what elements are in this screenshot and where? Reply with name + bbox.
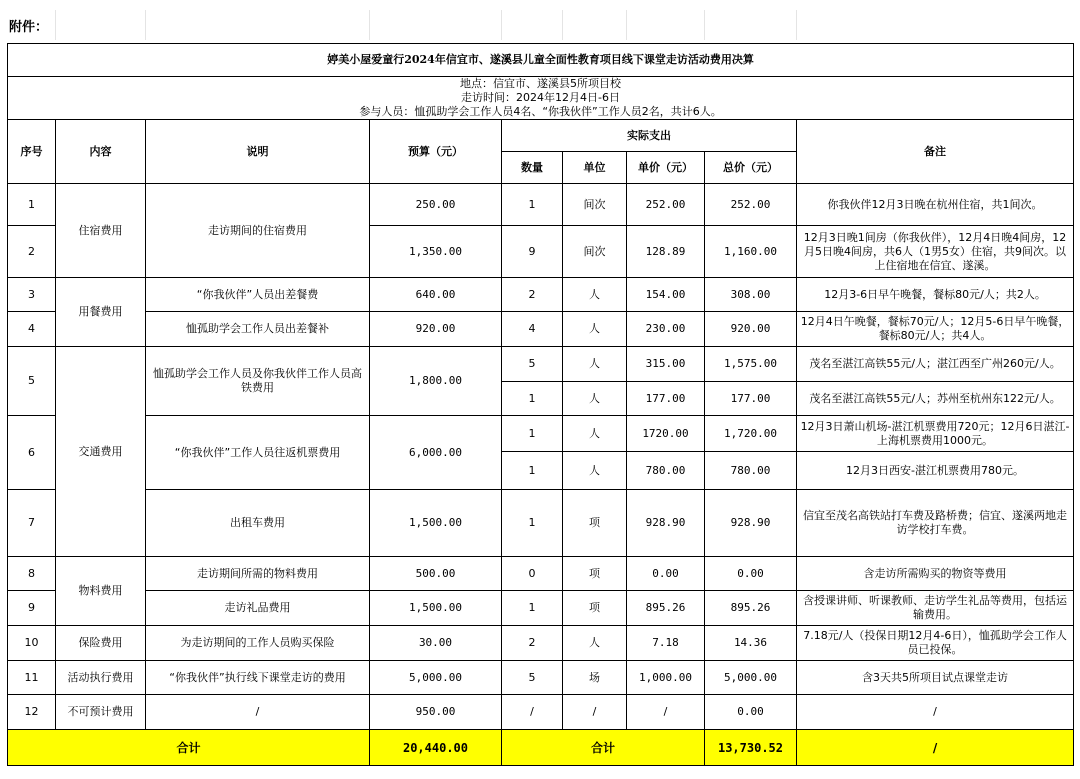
row-remark: 茂名至湛江高铁55元/人；苏州至杭州东122元/人。 (797, 382, 1074, 416)
row-total: 780.00 (705, 452, 797, 490)
row-total: 1,160.00 (705, 226, 797, 278)
row-unit: 间次 (563, 226, 627, 278)
row-budget: 500.00 (370, 557, 502, 591)
table-row (8, 347, 1074, 382)
total-remark: / (797, 730, 1074, 766)
row-remark: 12月3-6日早午晚餐，餐标80元/人；共2人。 (797, 278, 1074, 312)
attachment-row (7, 10, 1073, 40)
row-unit: 人 (563, 626, 627, 661)
row-qty: / (502, 695, 563, 730)
header-budget: 预算（元） (370, 120, 502, 184)
group-lodging: 住宿费用 (56, 184, 146, 278)
row-remark: 含授课讲师、听课教师、走访学生礼品等费用，包括运输费用。 (797, 591, 1074, 626)
row-unit: 项 (563, 591, 627, 626)
row-unit: 间次 (563, 184, 627, 226)
row-qty: 0 (502, 557, 563, 591)
row-no: 8 (8, 557, 56, 591)
participants-text: 参与人员：恤孤助学会工作人员4名、“你我伙伴”工作人员2名，共计6人。 (359, 105, 722, 118)
row-total: 177.00 (705, 382, 797, 416)
row-budget: 920.00 (370, 312, 502, 347)
row-qty: 5 (502, 347, 563, 382)
row-unit: 项 (563, 490, 627, 557)
row-qty: 1 (502, 382, 563, 416)
table-row (8, 490, 1074, 557)
row-remark: 12月3日萧山机场-湛江机票费用720元；12月6日湛江-上海机票费用1000元。 (797, 416, 1074, 452)
row-remark: 12月3日西安-湛江机票费用780元。 (797, 452, 1074, 490)
row-price: 128.89 (627, 226, 705, 278)
header-qty: 数量 (502, 152, 563, 184)
row-price: 895.26 (627, 591, 705, 626)
row-total: 0.00 (705, 557, 797, 591)
row-remark: 你我伙伴12月3日晚在杭州住宿，共1间次。 (797, 184, 1074, 226)
row-no: 6 (8, 416, 56, 490)
group-meals: 用餐费用 (56, 278, 146, 347)
row-budget: 1,500.00 (370, 591, 502, 626)
row-desc: 出租车费用 (146, 490, 370, 557)
total-actual: 13,730.52 (705, 730, 797, 766)
row-total: 308.00 (705, 278, 797, 312)
row-remark: 茂名至湛江高铁55元/人；湛江西至广州260元/人。 (797, 347, 1074, 382)
header-no: 序号 (8, 120, 56, 184)
row-remark: 信宜至茂名高铁站打车费及路桥费；信宜、遂溪两地走访学校打车费。 (797, 490, 1074, 557)
row-budget: 30.00 (370, 626, 502, 661)
row-no: 2 (8, 226, 56, 278)
header-unit: 单位 (563, 152, 627, 184)
row-unit: 人 (563, 416, 627, 452)
attachment-label: 附件： (9, 20, 49, 35)
row-qty: 1 (502, 416, 563, 452)
row-no: 12 (8, 695, 56, 730)
row-no: 5 (8, 347, 56, 416)
table-row (8, 661, 1074, 695)
row-budget: 1,500.00 (370, 490, 502, 557)
row-total: 5,000.00 (705, 661, 797, 695)
header-actual: 实际支出 (502, 120, 797, 152)
row-price: 252.00 (627, 184, 705, 226)
row-content: 活动执行费用 (56, 661, 146, 695)
table-row (8, 312, 1074, 347)
row-no: 1 (8, 184, 56, 226)
row-desc: 走访期间所需的物料费用 (146, 557, 370, 591)
row-remark: 含3天共5所项目试点课堂走访 (797, 661, 1074, 695)
row-qty: 1 (502, 490, 563, 557)
group-materials: 物料费用 (56, 557, 146, 626)
row-price: 1720.00 (627, 416, 705, 452)
row-total: 252.00 (705, 184, 797, 226)
row-budget: 950.00 (370, 695, 502, 730)
row-qty: 5 (502, 661, 563, 695)
total-budget: 20,440.00 (370, 730, 502, 766)
header-remark: 备注 (797, 120, 1074, 184)
row-remark: 7.18元/人（投保日期12月4-6日），恤孤助学会工作人员已投保。 (797, 626, 1074, 661)
row-qty: 2 (502, 626, 563, 661)
row-price: 154.00 (627, 278, 705, 312)
row-desc: “你我伙伴”工作人员往返机票费用 (146, 416, 370, 490)
row-desc: 为走访期间的工作人员购买保险 (146, 626, 370, 661)
row-remark: 12月3日晚1间房（你我伙伴），12月4日晚4间房，12月5日晚4间房，共6人（1男5女）住宿，共9间次。以上住宿地在信宜、遂溪。 (797, 226, 1074, 278)
row-total: 1,720.00 (705, 416, 797, 452)
row-content: 保险费用 (56, 626, 146, 661)
row-unit: 人 (563, 312, 627, 347)
row-price: 780.00 (627, 452, 705, 490)
row-qty: 1 (502, 591, 563, 626)
header-total: 总价（元） (705, 152, 797, 184)
row-price: 315.00 (627, 347, 705, 382)
row-qty: 9 (502, 226, 563, 278)
row-unit: 人 (563, 347, 627, 382)
row-budget: 6,000.00 (370, 416, 502, 490)
row-content: 不可预计费用 (56, 695, 146, 730)
table-row (8, 416, 1074, 452)
row-total: 895.26 (705, 591, 797, 626)
row-price: 7.18 (627, 626, 705, 661)
row-desc: 恤孤助学会工作人员及你我伙伴工作人员高铁费用 (146, 347, 370, 416)
row-price: 0.00 (627, 557, 705, 591)
total-actual-label: 合计 (502, 730, 705, 766)
table-row (8, 278, 1074, 312)
row-unit: 人 (563, 452, 627, 490)
row-desc: “你我伙伴”执行线下课堂走访的费用 (146, 661, 370, 695)
row-unit: / (563, 695, 627, 730)
location-text: 地点：信宜市、遂溪县5所项目校 (460, 77, 622, 90)
table-row (8, 626, 1074, 661)
row-qty: 4 (502, 312, 563, 347)
row-remark: 12月4日午晚餐，餐标70元/人；12月5-6日早午晚餐，餐标80元/人；共4人。 (797, 312, 1074, 347)
row-budget: 250.00 (370, 184, 502, 226)
table-row (8, 184, 1074, 226)
row-no: 10 (8, 626, 56, 661)
row-desc: 走访期间的住宿费用 (146, 184, 370, 278)
row-no: 9 (8, 591, 56, 626)
group-transport: 交通费用 (56, 347, 146, 557)
row-price: 230.00 (627, 312, 705, 347)
table-row (8, 695, 1074, 730)
header-desc: 说明 (146, 120, 370, 184)
row-price: 928.90 (627, 490, 705, 557)
table-row (8, 591, 1074, 626)
header-price: 单价（元） (627, 152, 705, 184)
row-unit: 项 (563, 557, 627, 591)
row-desc: 走访礼品费用 (146, 591, 370, 626)
row-qty: 2 (502, 278, 563, 312)
row-total: 0.00 (705, 695, 797, 730)
budget-table (7, 43, 1074, 766)
row-unit: 人 (563, 278, 627, 312)
info-block (8, 77, 1074, 120)
row-unit: 场 (563, 661, 627, 695)
row-budget: 1,800.00 (370, 347, 502, 416)
total-label: 合计 (8, 730, 370, 766)
row-qty: 1 (502, 452, 563, 490)
row-desc: “你我伙伴”人员出差餐费 (146, 278, 370, 312)
row-remark: 含走访所需购买的物资等费用 (797, 557, 1074, 591)
row-budget: 1,350.00 (370, 226, 502, 278)
row-no: 3 (8, 278, 56, 312)
row-total: 920.00 (705, 312, 797, 347)
row-unit: 人 (563, 382, 627, 416)
row-no: 4 (8, 312, 56, 347)
row-total: 14.36 (705, 626, 797, 661)
header-content: 内容 (56, 120, 146, 184)
time-text: 走访时间：2024年12月4日-6日 (461, 91, 621, 104)
table-row (8, 557, 1074, 591)
row-budget: 5,000.00 (370, 661, 502, 695)
row-budget: 640.00 (370, 278, 502, 312)
row-total: 1,575.00 (705, 347, 797, 382)
row-price: / (627, 695, 705, 730)
row-price: 177.00 (627, 382, 705, 416)
row-total: 928.90 (705, 490, 797, 557)
row-desc: 恤孤助学会工作人员出差餐补 (146, 312, 370, 347)
row-price: 1,000.00 (627, 661, 705, 695)
row-no: 11 (8, 661, 56, 695)
row-qty: 1 (502, 184, 563, 226)
table-title: 婷美小屋爱童行2024年信宜市、遂溪县儿童全面性教育项目线下课堂走访活动费用决算 (8, 44, 1074, 77)
totals-row (8, 730, 1074, 766)
row-remark: / (797, 695, 1074, 730)
row-no: 7 (8, 490, 56, 557)
row-desc: / (146, 695, 370, 730)
